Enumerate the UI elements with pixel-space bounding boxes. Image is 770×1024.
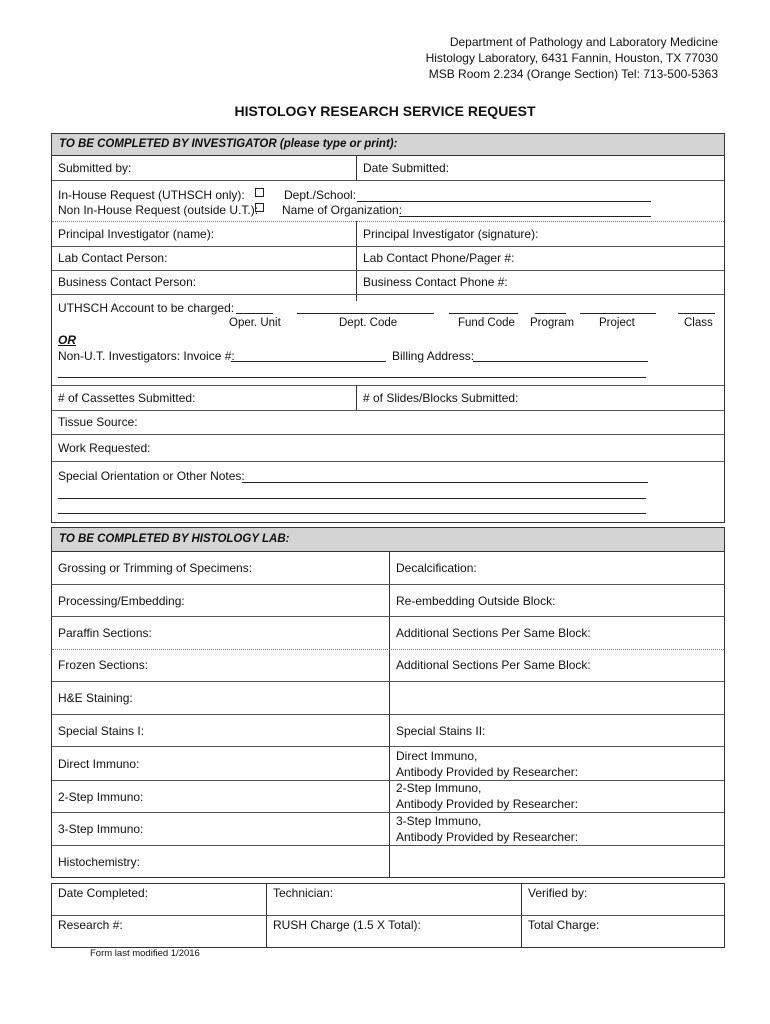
dept-school-input[interactable] <box>357 201 651 202</box>
divider <box>52 180 724 181</box>
business-phone-field[interactable]: Business Contact Phone #: <box>363 275 508 289</box>
divider <box>356 156 357 180</box>
tissue-source-field[interactable]: Tissue Source: <box>58 415 138 429</box>
lab-room-phone: MSB Room 2.234 (Orange Section) Tel: 713-500-5363 <box>428 67 718 81</box>
form-title: HISTOLOGY RESEARCH SERVICE REQUEST <box>234 103 536 119</box>
divider <box>356 385 357 410</box>
lab-phone-field[interactable]: Lab Contact Phone/Pager #: <box>363 251 515 265</box>
special-stains-1-field[interactable]: Special Stains I: <box>58 724 145 738</box>
direct-immuno-researcher-line2: Antibody Provided by Researcher: <box>396 765 579 779</box>
two-step-immuno-field[interactable]: 2-Step Immuno: <box>58 790 144 804</box>
org-name-input[interactable] <box>399 216 651 217</box>
divider <box>52 746 724 747</box>
lab-address: Histology Laboratory, 6431 Fannin, Houston, TX 77030 <box>425 51 718 65</box>
three-step-researcher-line2: Antibody Provided by Researcher: <box>396 830 579 844</box>
divider <box>52 915 724 916</box>
divider <box>52 294 724 295</box>
divider <box>52 270 724 271</box>
divider <box>52 780 724 781</box>
dept-code-label: Dept. Code <box>339 317 398 329</box>
inhouse-checkbox[interactable] <box>255 188 264 197</box>
divider <box>52 410 724 411</box>
dept-code-input[interactable] <box>297 313 434 314</box>
verified-by-field[interactable]: Verified by: <box>528 886 588 900</box>
total-charge-field[interactable]: Total Charge: <box>528 918 600 932</box>
date-submitted-field[interactable]: Date Submitted: <box>363 161 450 175</box>
oper-unit-input[interactable] <box>236 313 273 314</box>
special-stains-2-field[interactable]: Special Stains II: <box>396 724 486 738</box>
billing-input[interactable] <box>473 361 648 362</box>
divider <box>52 714 724 715</box>
submitted-by-field[interactable]: Submitted by: <box>58 161 132 175</box>
inhouse-label: In-House Request (UTHSCH only): <box>58 188 245 202</box>
class-label: Class <box>684 317 713 329</box>
direct-immuno-field[interactable]: Direct Immuno: <box>58 757 140 771</box>
decalcification-field[interactable]: Decalcification: <box>396 561 477 575</box>
pi-name-field[interactable]: Principal Investigator (name): <box>58 227 215 241</box>
histochemistry-field[interactable]: Histochemistry: <box>58 855 141 869</box>
divider <box>52 221 724 222</box>
dept-school-label: Dept./School: <box>284 188 357 202</box>
three-step-researcher-line1[interactable]: 3-Step Immuno, <box>396 814 482 828</box>
frozen-sections-field[interactable]: Frozen Sections: <box>58 658 149 672</box>
two-step-researcher-line1[interactable]: 2-Step Immuno, <box>396 781 482 795</box>
divider <box>52 246 724 247</box>
divider <box>52 584 724 585</box>
paraffin-field[interactable]: Paraffin Sections: <box>58 626 152 640</box>
pi-signature-field[interactable]: Principal Investigator (signature): <box>363 227 539 241</box>
lab-section <box>51 527 725 878</box>
three-step-immuno-field[interactable]: 3-Step Immuno: <box>58 822 144 836</box>
business-contact-field[interactable]: Business Contact Person: <box>58 275 197 289</box>
grossing-field[interactable]: Grossing or Trimming of Specimens: <box>58 561 253 575</box>
billing-label: Billing Address: <box>392 349 475 363</box>
project-input[interactable] <box>580 313 656 314</box>
department-name: Department of Pathology and Laboratory Medicine <box>449 35 718 49</box>
department-address <box>426 34 718 82</box>
form-modified-note: Form last modified 1/2016 <box>90 948 200 959</box>
billing-input-line2[interactable] <box>58 377 646 378</box>
project-label: Project <box>599 317 635 329</box>
oper-unit-label: Oper. Unit <box>229 317 281 329</box>
lab-heading: TO BE COMPLETED BY HISTOLOGY LAB: <box>52 528 724 552</box>
invoice-input[interactable] <box>231 361 386 362</box>
divider <box>52 812 724 813</box>
noninhouse-checkbox[interactable] <box>255 203 264 212</box>
divider <box>52 434 724 435</box>
program-label: Program <box>530 317 575 329</box>
research-number-field[interactable]: Research #: <box>58 918 123 932</box>
rush-charge-field[interactable]: RUSH Charge (1.5 X Total): <box>273 918 421 932</box>
or-label: OR <box>58 333 76 347</box>
notes-input-line3[interactable] <box>58 513 646 514</box>
class-input[interactable] <box>678 313 715 314</box>
work-requested-field[interactable]: Work Requested: <box>58 441 151 455</box>
divider <box>356 221 357 301</box>
divider <box>52 845 724 846</box>
date-completed-field[interactable]: Date Completed: <box>58 886 149 900</box>
fund-code-label: Fund Code <box>458 317 515 329</box>
he-staining-field[interactable]: H&E Staining: <box>58 691 133 705</box>
divider <box>389 552 390 878</box>
additional-sections-field-2[interactable]: Additional Sections Per Same Block: <box>396 658 591 672</box>
investigator-heading: TO BE COMPLETED BY INVESTIGATOR (please type or print): <box>52 134 724 156</box>
notes-input[interactable] <box>242 482 648 483</box>
divider <box>52 681 724 682</box>
reembedding-field[interactable]: Re-embedding Outside Block: <box>396 594 556 608</box>
account-label: UTHSCH Account to be charged: <box>58 301 235 315</box>
technician-field[interactable]: Technician: <box>273 886 334 900</box>
fund-code-input[interactable] <box>449 313 518 314</box>
divider <box>52 616 724 617</box>
invoice-label: Non-U.T. Investigators: Invoice #: <box>58 349 235 363</box>
org-name-label: Name of Organization: <box>282 203 403 217</box>
slides-field[interactable]: # of Slides/Blocks Submitted: <box>363 391 519 405</box>
noninhouse-label: Non In-House Request (outside U.T.): <box>58 203 259 217</box>
divider <box>52 461 724 462</box>
notes-label: Special Orientation or Other Notes: <box>58 469 245 483</box>
additional-sections-field[interactable]: Additional Sections Per Same Block: <box>396 626 591 640</box>
lab-contact-field[interactable]: Lab Contact Person: <box>58 251 168 265</box>
processing-field[interactable]: Processing/Embedding: <box>58 594 185 608</box>
direct-immuno-researcher-line1[interactable]: Direct Immuno, <box>396 749 478 763</box>
divider <box>52 649 724 650</box>
program-input[interactable] <box>535 313 566 314</box>
cassettes-field[interactable]: # of Cassettes Submitted: <box>58 391 196 405</box>
divider <box>52 385 724 386</box>
two-step-researcher-line2: Antibody Provided by Researcher: <box>396 797 579 811</box>
notes-input-line2[interactable] <box>58 498 646 499</box>
